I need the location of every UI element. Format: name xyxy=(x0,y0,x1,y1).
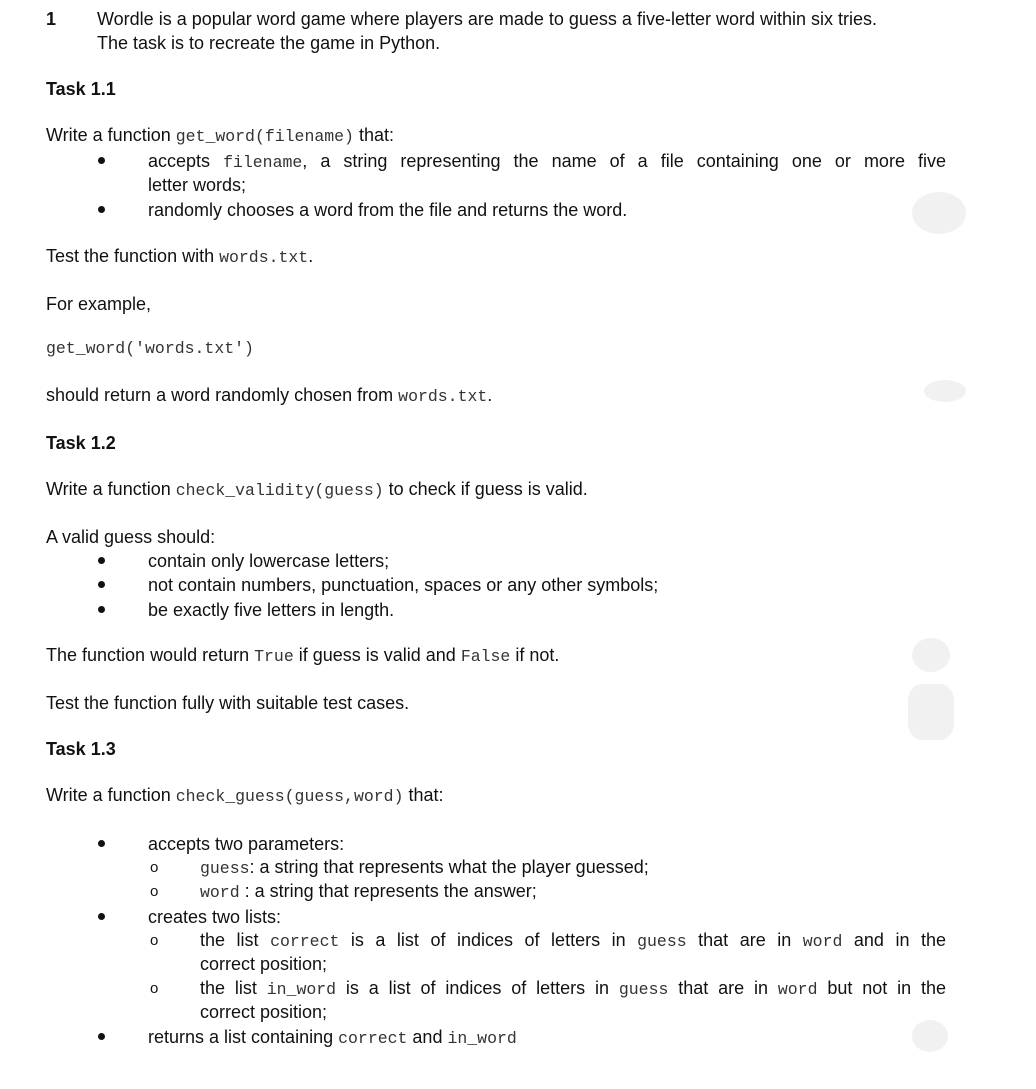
scan-artifact xyxy=(908,684,954,740)
task-1-3-sub-4-line-2: correct position; xyxy=(200,1002,328,1022)
scan-artifact xyxy=(912,192,966,234)
scan-artifact xyxy=(912,1020,948,1052)
bullet xyxy=(98,606,108,616)
task-1-3-sub-2: word : a string that represents the answer; xyxy=(200,881,537,902)
task-1-2-bullet-1: contain only lowercase letters; xyxy=(148,551,390,571)
task-1-2-return: The function would return True if guess is valid and False if not. xyxy=(46,645,560,666)
task-1-1-example: For example, xyxy=(46,294,152,314)
scan-artifact xyxy=(924,380,966,402)
task-1-2-heading: Task 1.2 xyxy=(46,433,116,453)
task-1-1-bullet-1-line-2: letter words; xyxy=(148,175,247,195)
intro-line-2: The task is to recreate the game in Python. xyxy=(97,33,441,53)
task-1-2-valid-intro: A valid guess should: xyxy=(46,527,216,547)
sub-bullet: o xyxy=(150,932,159,949)
task-1-3-sub-3-line-2: correct position; xyxy=(200,954,328,974)
task-1-3-sub-1: guess: a string that represents what the player guessed; xyxy=(200,857,649,878)
task-1-2-test: Test the function fully with suitable test cases. xyxy=(46,693,410,713)
task-1-1-bullet-2: randomly chooses a word from the file and returns the word. xyxy=(148,200,628,220)
task-1-1-heading: Task 1.1 xyxy=(46,79,116,99)
task-1-1-return: should return a word randomly chosen from words.txt. xyxy=(46,385,493,406)
task-1-1-write: Write a function get_word(filename) that: xyxy=(46,125,394,146)
question-number: 1 xyxy=(46,9,57,29)
sub-bullet: o xyxy=(150,980,159,997)
task-1-3-heading: Task 1.3 xyxy=(46,739,116,759)
bullet xyxy=(98,1033,108,1043)
task-1-3-sub-4: the list in_word is a list of indices of letters in guess that are in word but not in the xyxy=(200,978,946,999)
bullet xyxy=(98,557,108,567)
task-1-2-write: Write a function check_validity(guess) to check if guess is valid. xyxy=(46,479,588,500)
bullet xyxy=(98,157,108,167)
sub-bullet: o xyxy=(150,859,159,876)
task-1-3-bullet-1: accepts two parameters: xyxy=(148,834,345,854)
task-1-3-sub-3: the list correct is a list of indices of letters in guess that are in word and in the xyxy=(200,930,946,951)
task-1-1-bullet-1: accepts filename, a string representing the name of a file containing one or more five xyxy=(148,151,946,172)
task-1-3-write: Write a function check_guess(guess,word) that: xyxy=(46,785,444,806)
bullet xyxy=(98,581,108,591)
task-1-3-bullet-2: creates two lists: xyxy=(148,907,282,927)
task-1-2-bullet-3: be exactly five letters in length. xyxy=(148,600,395,620)
bullet xyxy=(98,206,108,216)
bullet xyxy=(98,913,108,923)
task-1-1-test: Test the function with words.txt. xyxy=(46,246,314,267)
bullet xyxy=(98,840,108,850)
intro-line-1: Wordle is a popular word game where players are made to guess a five-letter word within six tries. xyxy=(97,9,878,29)
task-1-1-example-code: get_word('words.txt') xyxy=(46,339,254,358)
task-1-3-bullet-3: returns a list containing correct and in_word xyxy=(148,1027,517,1048)
sub-bullet: o xyxy=(150,883,159,900)
task-1-2-bullet-2: not contain numbers, punctuation, spaces or any other symbols; xyxy=(148,575,659,595)
scan-artifact xyxy=(912,638,950,672)
